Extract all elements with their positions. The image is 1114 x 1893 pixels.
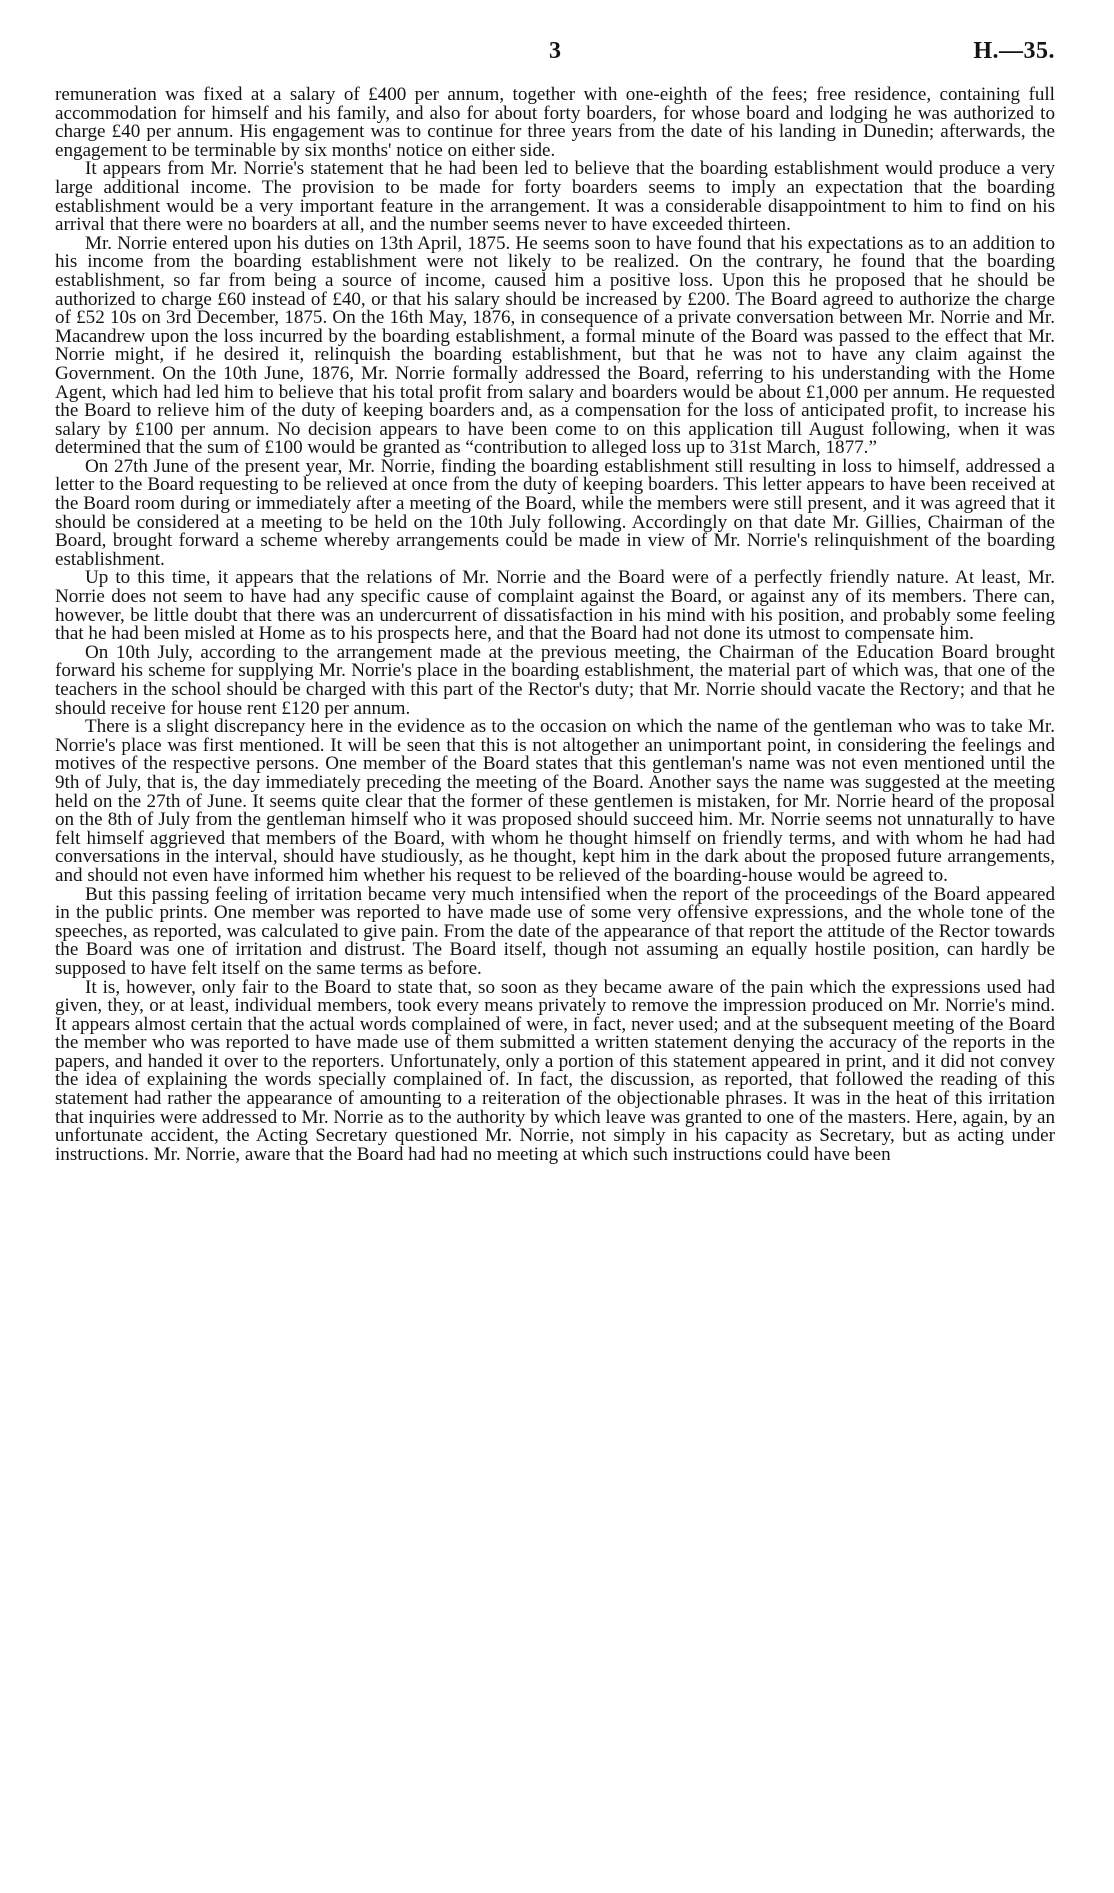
paragraph: Up to this time, it appears that the relations of Mr. Norrie and the Board were of a perfectly friendly nature. At least, Mr. Norrie does not seem to have had any specific cause of complaint against the Board, or against any of its members. There can, however, be little doubt that there was an undercurrent of dissatisfaction in his mind with his position, and probably some feeling that he had been misled at Home as to his prospects here, and that the Board had not done its utmost to compensate him.: [55, 567, 1055, 645]
document-reference: H.—35.: [973, 38, 1055, 64]
paragraph: On 27th June of the present year, Mr. Norrie, finding the boarding establishment still resulting in loss to himself, addressed a letter to the Board requesting to be relieved at once from the duty of keeping boarders. This letter appears to have been received at the Board room during or immediately after a meeting of the Board, while the members were still present, and it was agreed that it should be considered at a meeting to be held on the 10th July following. Accordingly on that date Mr. Gillies, Chairman of the Board, brought forward a scheme whereby arrangements could be made in view of Mr. Norrie's relinquishment of the boarding establishment.: [55, 455, 1055, 570]
page-header: [55, 38, 1055, 86]
page-number: 3: [549, 38, 561, 64]
paragraph: It appears from Mr. Norrie's statement that he had been led to believe that the boarding establishment would produce a very large additional income. The provision to be made for forty boarders seems to imply an expectation that the boarding establishment would be a very important feature in the arrangement. It was a considerable disappointment to him to find on his arrival that there were no boarders at all, and the number seems never to have exceeded thirteen.: [55, 158, 1055, 236]
paragraph: But this passing feeling of irritation became very much intensified when the report of the proceedings of the Board appeared in the public prints. One member was reported to have made use of some very offensive expressions, and the whole tone of the speeches, as reported, was calculated to give pain. From the date of the appearance of that report the attitude of the Rector towards the Board was one of irritation and distrust. The Board itself, though not assuming an equally hostile position, can hardly be supposed to have felt itself on the same terms as before.: [55, 883, 1055, 979]
paragraph: Mr. Norrie entered upon his duties on 13th April, 1875. He seems soon to have found that his expectations as to an addition to his income from the boarding establishment were not likely to be realized. On the contrary, he found that the boarding establishment, so far from being a source of income, caused him a positive loss. Upon this he proposed that he should be authorized to charge £60 instead of £40, or that his salary should be increased by £200. The Board agreed to authorize the charge of £52 10s on 3rd December, 1875. On the 16th May, 1876, in consequence of a private conversation between Mr. Norrie and Mr. Macandrew upon the loss incurred by the boarding establishment, a formal minute of the Board was passed to the effect that Mr. Norrie might, if he desired it, relinquish the boarding establishment, but that he was not to have any claim against the Government. On the 10th June, 1876, Mr. Norrie formally addressed the Board, referring to his understanding with the Home Agent, which had led him to believe that his total profit from salary and boarders would be about £1,000 per annum. He requested the Board to relieve him of the duty of keeping boarders and, as a compensation for the loss of anticipated profit, to increase his salary by £100 per annum. No decision appears to have been come to on this application till August following, when it was determined that the sum of £100 would be granted as “contribution to alleged loss up to 31st March, 1877.”: [55, 232, 1055, 459]
paragraph: On 10th July, according to the arrangement made at the previous meeting, the Chairman of the Education Board brought forward his scheme for supplying Mr. Norrie's place in the boarding establishment, the material part of which was, that one of the teachers in the school should be charged with this part of the Rector's duty; that Mr. Norrie should vacate the Rectory; and that he should receive for house rent £120 per annum.: [55, 641, 1055, 719]
document-page: [55, 38, 1055, 1164]
paragraph: It is, however, only fair to the Board to state that, so soon as they became aware of the pain which the expressions used had given, they, or at least, individual members, took every means privately to remove the impression produced on Mr. Norrie's mind. It appears almost certain that the actual words complained of were, in fact, never used; and at the subsequent meeting of the Board the member who was reported to have made use of them submitted a written statement denying the accuracy of the reports in the papers, and handed it over to the reporters. Unfortunately, only a portion of this statement appeared in print, and it did not convey the idea of explaining the words specially complained of. In fact, the discussion, as reported, that followed the reading of this statement had rather the appearance of amounting to a reiteration of the objectionable phrases. It was in the heat of this irritation that inquiries were addressed to Mr. Norrie as to the authority by which leave was granted to one of the masters. Here, again, by an unfortunate accident, the Acting Secretary questioned Mr. Norrie, not simply in his capacity as Secretary, but as acting under instructions. Mr. Norrie, aware that the Board had had no meeting at which such instructions could have been: [55, 976, 1055, 1165]
body-text: [55, 86, 1055, 1164]
paragraph: There is a slight discrepancy here in the evidence as to the occasion on which the name of the gentleman who was to take Mr. Norrie's place was first mentioned. It will be seen that this is not altogether an unimportant point, in considering the feelings and motives of the respective persons. One member of the Board states that this gentleman's name was not even mentioned until the 9th of July, that is, the day immediately preceding the meeting of the Board. Another says the name was suggested at the meeting held on the 27th of June. It seems quite clear that the former of these gentlemen is mistaken, for Mr. Norrie heard of the proposal on the 8th of July from the gentleman himself who it was proposed should succeed him. Mr. Norrie seems not unnaturally to have felt himself aggrieved that members of the Board, with whom he thought himself on friendly terms, and with whom he had had conversations in the interval, should have studiously, as he thought, kept him in the dark about the proposed future arrangements, and should not even have informed him whether his request to be relieved of the boarding-house would be agreed to.: [55, 716, 1055, 886]
paragraph: remuneration was fixed at a salary of £400 per annum, together with one-eighth of the fees; free residence, containing full accommodation for himself and his family, and also for about forty boarders, for whose board and lodging he was authorized to charge £40 per annum. His engagement was to continue for three years from the date of his landing in Dunedin; afterwards, the engagement to be terminable by six months' notice on either side.: [55, 84, 1055, 161]
